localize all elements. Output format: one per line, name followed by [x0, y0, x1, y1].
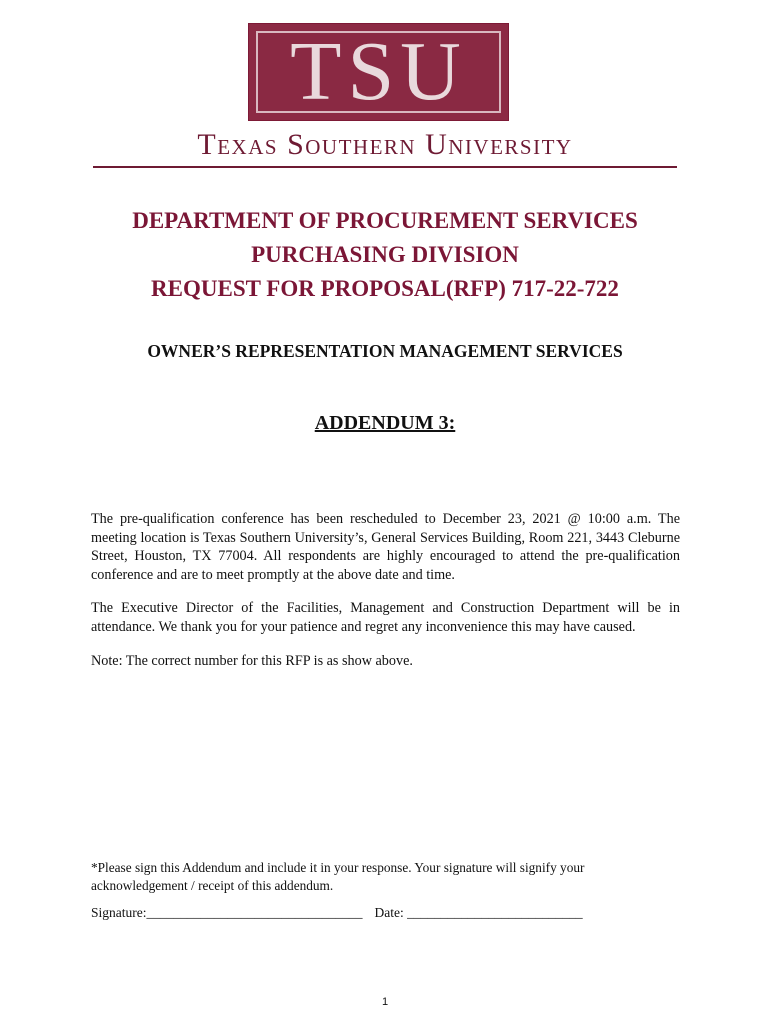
- rfp-subject: OWNER’S REPRESENTATION MANAGEMENT SERVICES: [147, 341, 623, 361]
- header-divider: [93, 166, 677, 168]
- paragraph-note: Note: The correct number for this RFP is as show above.: [91, 653, 413, 669]
- university-name: Texas Southern University: [197, 128, 573, 161]
- tsu-logo-text: TSU: [290, 25, 467, 118]
- signature-field[interactable]: Signature:________________________________: [91, 905, 363, 920]
- page-number: 1: [381, 996, 389, 1008]
- signature-row: [91, 905, 583, 921]
- addendum-heading: ADDENDUM 3:: [314, 412, 456, 434]
- document-title: [0, 204, 770, 306]
- title-line-department: DEPARTMENT OF PROCUREMENT SERVICES: [132, 208, 638, 233]
- paragraph-attendance: The Executive Director of the Facilities, Management and Construction Department will be in attendance. We thank you for your patience and regret any inconvenience this may have caused.: [91, 600, 680, 635]
- tsu-logo: [248, 23, 509, 121]
- date-field[interactable]: Date: __________________________: [374, 905, 583, 920]
- title-line-rfp-number: REQUEST FOR PROPOSAL(RFP) 717-22-722: [151, 276, 619, 301]
- tsu-logo-frame: [256, 25, 501, 118]
- paragraph-reschedule: The pre-qualification conference has been rescheduled to December 23, 2021 @ 10:00 a.m. The meeting location is Texas Southern University’s, General Services Building, Room 221, 3443 Cleburne Street, Houston, TX 77004. All respondents are highly encouraged to attend the pre-qualification conference and are to meet promptly at the above date and time.: [91, 511, 680, 583]
- title-line-division: PURCHASING DIVISION: [251, 242, 519, 267]
- signature-instructions: *Please sign this Addendum and include it in your response. Your signature will signify your acknowledgement / receipt of this addendum.: [91, 860, 585, 893]
